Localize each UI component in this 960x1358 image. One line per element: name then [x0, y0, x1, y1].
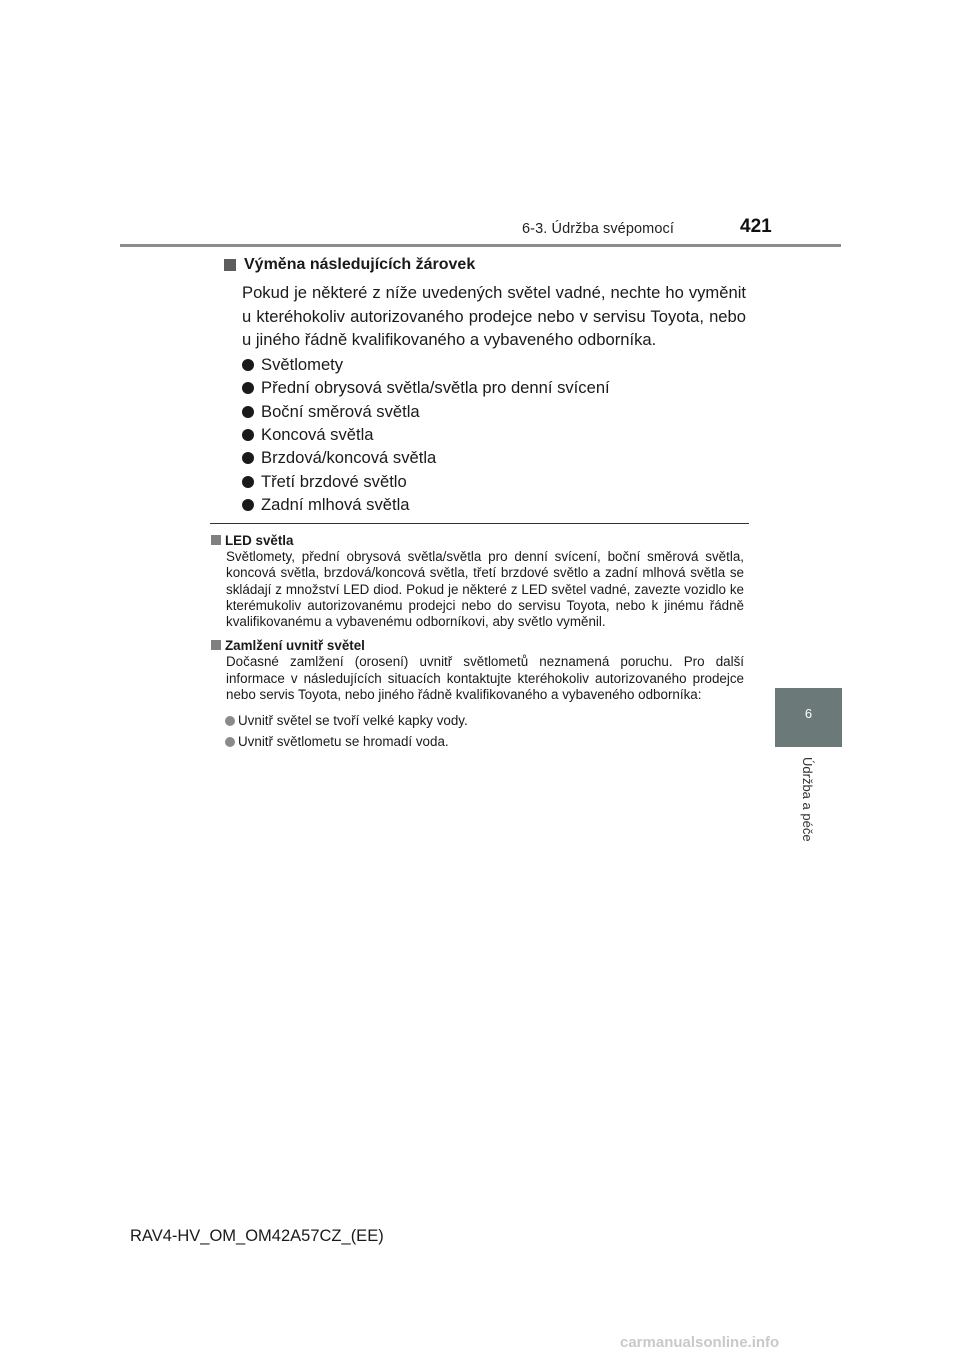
bullet-dot-icon: [242, 452, 254, 464]
bullet-dot-icon: [242, 429, 254, 441]
list-item: [242, 354, 746, 377]
list-item-text: Třetí brzdové světlo: [261, 471, 407, 491]
section-title: 6-3. Údržba svépomocí: [522, 221, 674, 237]
chapter-title-vertical: [796, 757, 818, 852]
chapter-tab[interactable]: [775, 688, 842, 747]
list-item-text: Světlomety: [261, 355, 344, 375]
square-bullet-icon: [224, 259, 236, 271]
list-item-text: Boční směrová světla: [261, 401, 420, 421]
note-heading-text: Zamlžení uvnitř světel: [225, 637, 365, 653]
page-number: 421: [740, 216, 772, 237]
notes-section: [211, 531, 744, 752]
bullet-dot-icon: [242, 359, 254, 371]
square-bullet-icon: [211, 535, 221, 545]
list-item: [242, 447, 746, 470]
document-code: RAV4-HV_OM_OM42A57CZ_(EE): [130, 1227, 384, 1245]
note-heading-led: [211, 531, 744, 549]
bullet-dot-icon: [242, 476, 254, 488]
list-item: [242, 470, 746, 493]
note-heading-text: LED světla: [225, 532, 294, 548]
bullet-dot-icon: [242, 499, 254, 511]
list-item: [211, 731, 744, 752]
watermark: carmanualsonline.info: [620, 1334, 780, 1351]
square-bullet-icon: [211, 640, 221, 650]
list-item: [242, 493, 746, 516]
list-item-text: Koncová světla: [261, 425, 374, 445]
section-heading-text: Výměna následujících žárovek: [244, 256, 476, 273]
bulb-list: [224, 354, 746, 517]
bullet-dot-icon: [225, 737, 235, 747]
chapter-title-text: Údržba a péče: [800, 757, 815, 842]
section-heading: [224, 254, 746, 276]
list-item-text: Brzdová/koncová světla: [261, 448, 437, 468]
list-item: [211, 710, 744, 731]
note-heading-fog: [211, 636, 744, 654]
main-content: [224, 254, 746, 517]
intro-paragraph: Pokud je některé z níže uvedených světel vadné, nechte ho vyměnit u kteréhokoliv autorizovaného prodejce nebo v servisu Toyota, nebo u jiného řádně kvalifikovaného a vybaveného odborníka.: [242, 283, 746, 349]
note-body-fog: Dočasné zamlžení (orosení) uvnitř světlometů neznamená poruchu. Pro další informace v následujících situacích kontaktujte kteréhokoliv autorizovaného prodejce nebo servis Toyota, nebo jiného řádně kvalifikovaného a vybaveného odborníka:: [226, 654, 744, 703]
list-item-text: Uvnitř světel se tvoří velké kapky vody.: [238, 713, 468, 729]
chapter-number: 6: [804, 706, 813, 721]
list-item-text: Přední obrysová světla/světla pro denní svícení: [261, 378, 610, 398]
note-body-led: Světlomety, přední obrysová světla/světla pro denní svícení, boční směrová světla, koncová světla, brzdová/koncová světla, třetí brzdové světlo a zadní mlhová světla se skládají z množství LED diod. Pokud je některé z LED světel vadné, zavezte vozidlo ke kterémukoliv autorizovanému prodejci nebo do servisu Toyota, nebo k jinému řádně kvalifikovanému a vybavenému odborníkovi, aby světlo vyměnil.: [226, 549, 744, 630]
list-item-text: Zadní mlhová světla: [261, 494, 410, 514]
list-item: [242, 400, 746, 423]
list-item: [242, 377, 746, 400]
list-item-text: Uvnitř světlometu se hromadí voda.: [238, 734, 449, 750]
notes-divider: [210, 523, 749, 524]
header-divider: [120, 244, 841, 247]
bullet-dot-icon: [225, 716, 235, 726]
bullet-dot-icon: [242, 382, 254, 394]
bullet-dot-icon: [242, 406, 254, 418]
list-item: [242, 423, 746, 446]
